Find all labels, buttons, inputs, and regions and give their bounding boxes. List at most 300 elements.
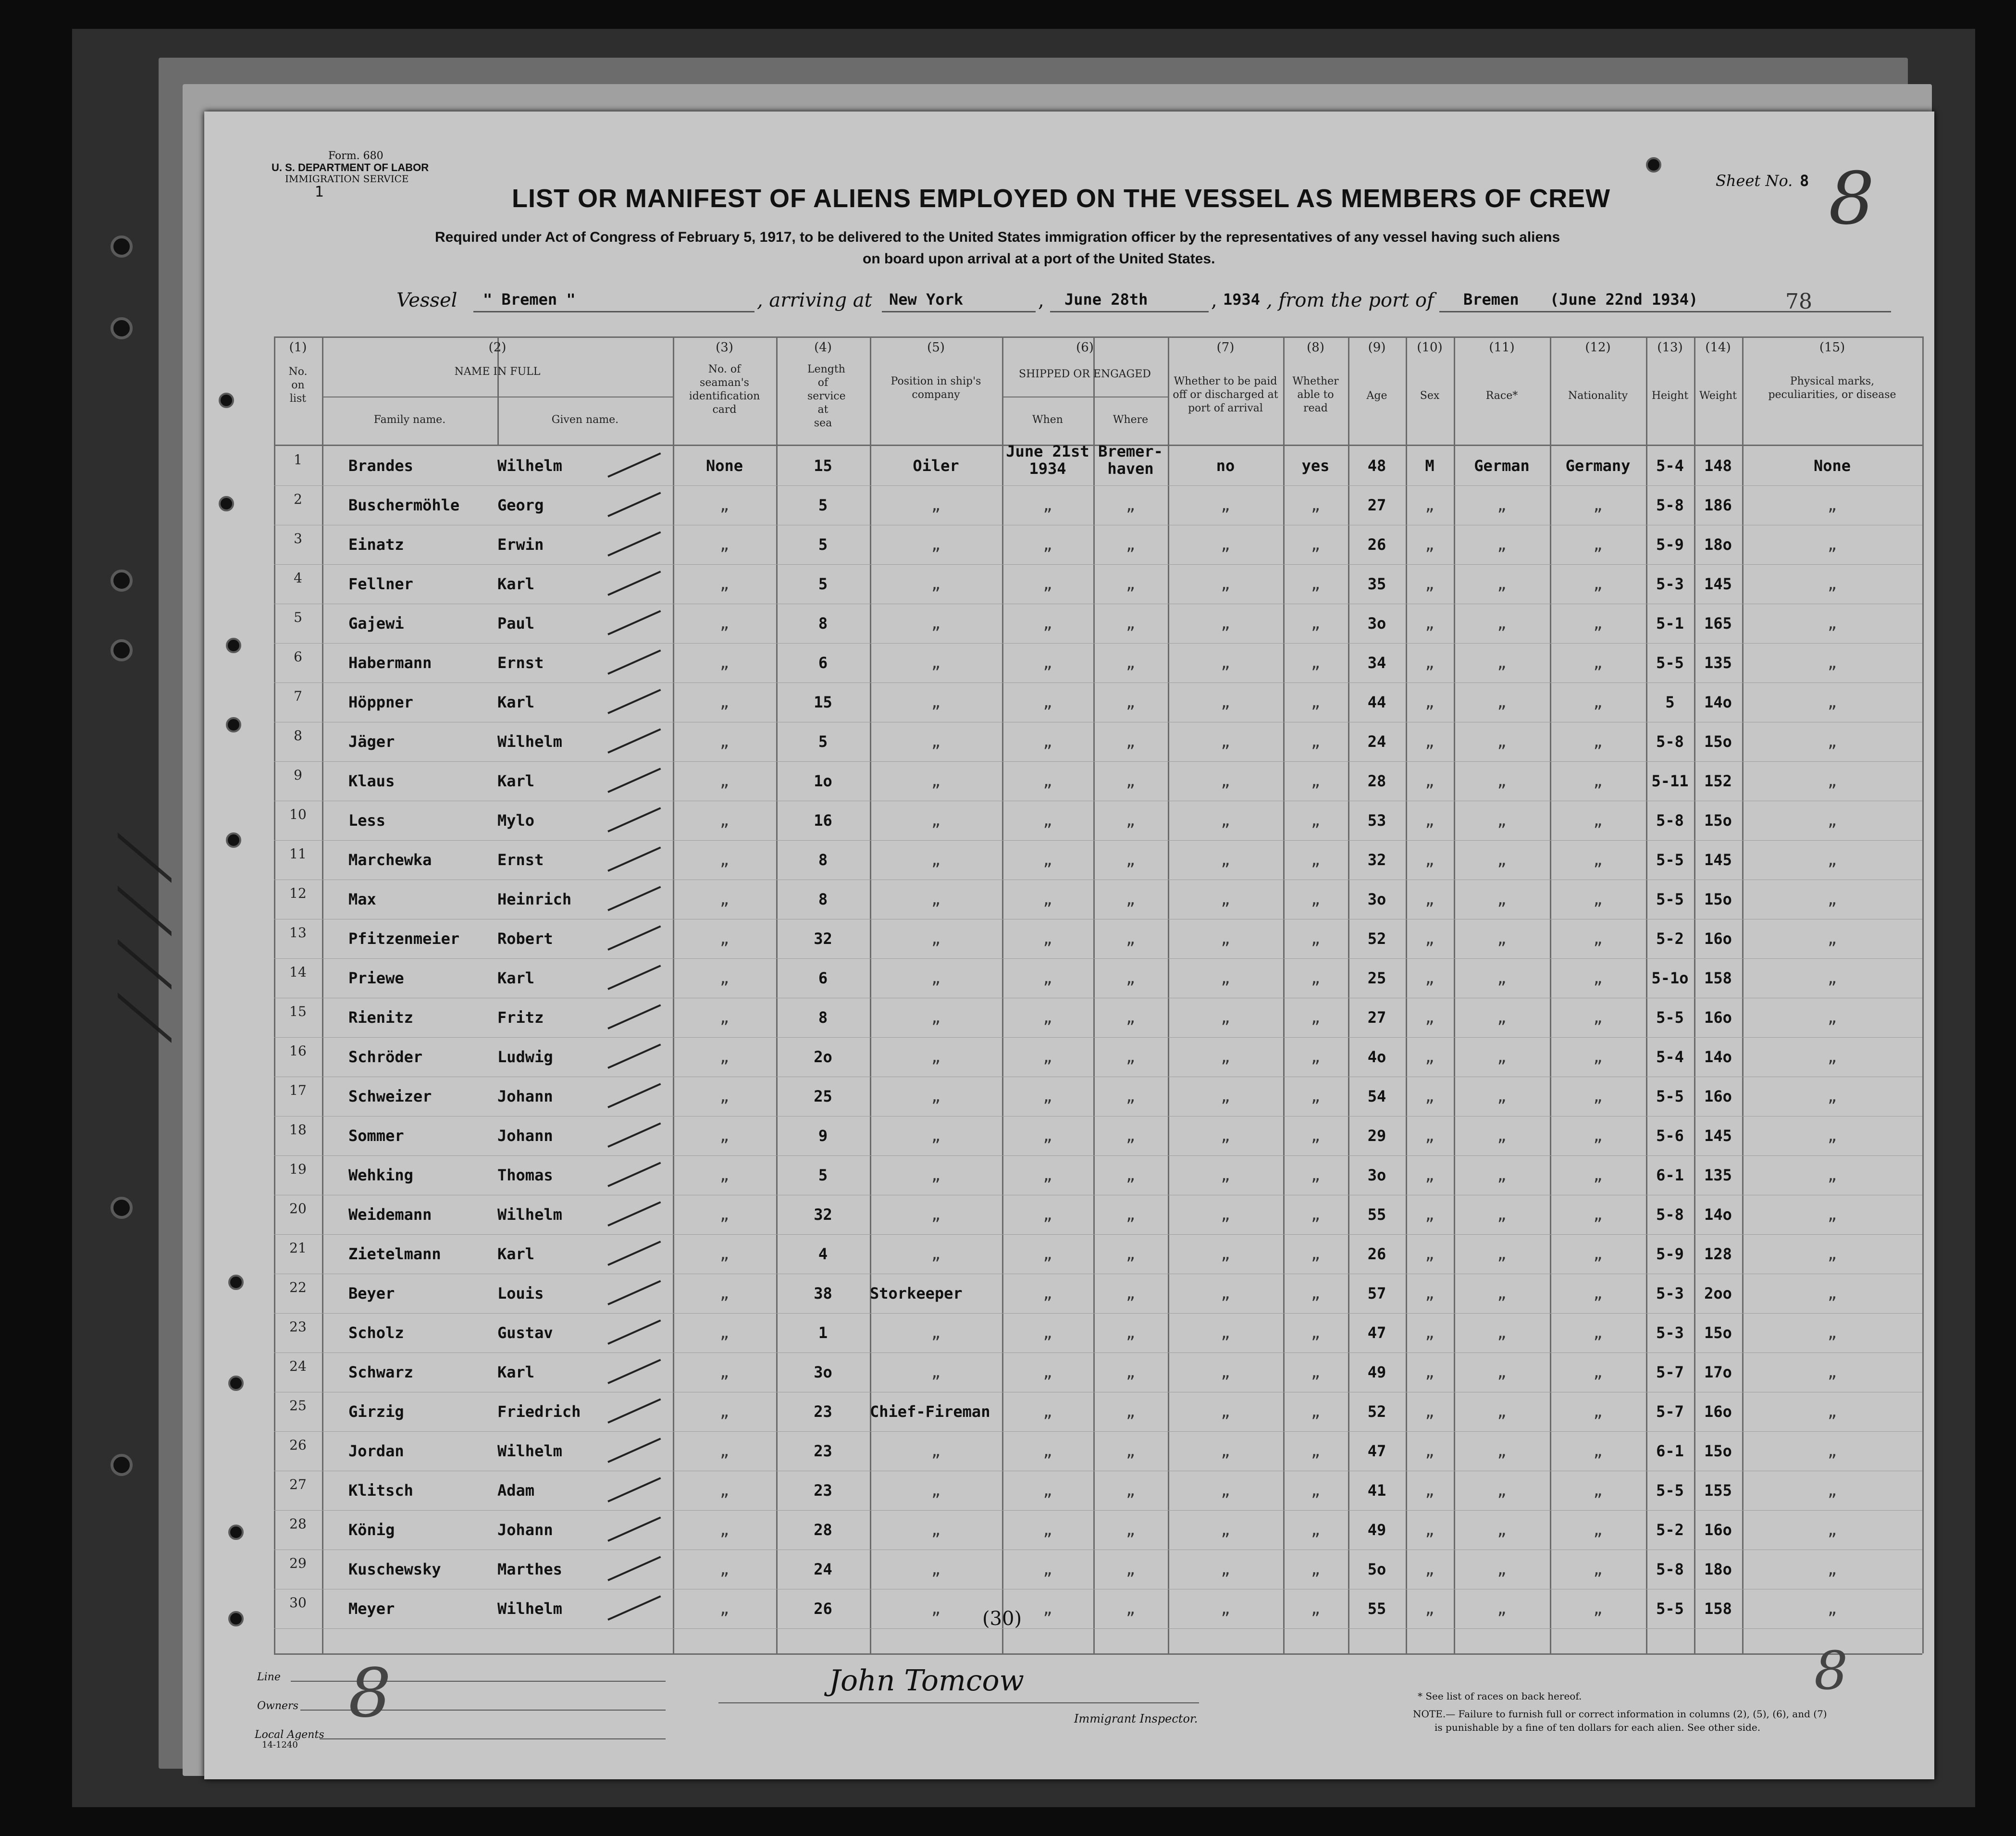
family-name: Schwarz <box>348 1363 413 1381</box>
age-value: 28 <box>1367 772 1386 790</box>
page-title: LIST OR MANIFEST OF ALIENS EMPLOYED ON THE VESSEL AS MEMBERS OF CREW <box>512 184 1611 213</box>
ditto-mark: „ <box>1827 1245 1837 1263</box>
race-footnote: * See list of races on back hereof. <box>1418 1690 1582 1702</box>
age-value: 48 <box>1367 457 1386 475</box>
service-length: 8 <box>818 1008 828 1027</box>
ditto-mark: „ <box>1497 1008 1507 1027</box>
age-value: 54 <box>1367 1087 1386 1105</box>
ditto-mark: „ <box>931 1048 941 1066</box>
handwritten-footer-mark: 8 <box>348 1654 392 1733</box>
given-name: Karl <box>497 1363 535 1381</box>
ditto-mark: „ <box>719 575 730 593</box>
ditto-mark: „ <box>1425 654 1435 672</box>
given-name: Johann <box>497 1087 553 1105</box>
ditto-mark: „ <box>1043 1205 1052 1224</box>
age-value: 34 <box>1367 654 1386 672</box>
ditto-mark: „ <box>931 890 941 908</box>
physical-marks-value: None <box>1813 457 1851 475</box>
vessel-label: Vessel <box>396 289 458 311</box>
age-value: 55 <box>1367 1600 1386 1618</box>
ditto-mark: „ <box>1043 732 1052 751</box>
row-number: 18 <box>289 1122 307 1138</box>
age-value: 47 <box>1367 1442 1386 1460</box>
subtitle-line-1: Required under Act of Congress of February 5, 1917, to be delivered to the United States immigration officer by the representatives of any vessel having such aliens <box>435 229 1560 245</box>
ditto-mark: „ <box>1593 851 1603 869</box>
ditto-mark: „ <box>1221 496 1230 514</box>
age-value: 52 <box>1367 930 1386 948</box>
ditto-mark: „ <box>1125 811 1136 830</box>
ditto-mark: „ <box>719 1048 730 1066</box>
ditto-mark: „ <box>1425 1560 1435 1578</box>
col-num-4: (4) <box>814 340 832 355</box>
height-value: 5-3 <box>1656 575 1684 593</box>
ditto-mark: „ <box>1043 1127 1052 1145</box>
family-name: Weidemann <box>348 1205 432 1224</box>
ditto-mark: „ <box>1497 575 1507 593</box>
punch-hole <box>228 1376 244 1391</box>
owners-label: Owners <box>257 1700 298 1712</box>
corner-handwritten-mark: 8 <box>1814 1640 1848 1701</box>
sheet-number: 8 <box>1800 172 1809 190</box>
ditto-mark: „ <box>1125 535 1136 554</box>
ditto-mark: „ <box>719 693 730 711</box>
weight-value: 18o <box>1704 535 1732 554</box>
col-head-position: Position in ship's company <box>891 375 981 401</box>
ditto-mark: „ <box>1827 654 1837 672</box>
given-name: Erwin <box>497 535 544 554</box>
ditto-mark: „ <box>1593 1560 1603 1578</box>
ditto-mark: „ <box>1827 1284 1837 1303</box>
ditto-mark: „ <box>1827 1600 1837 1618</box>
row-number: 9 <box>294 767 302 783</box>
family-name: Girzig <box>348 1402 404 1421</box>
ditto-mark: „ <box>1125 654 1136 672</box>
inspector-signature: John Tomcow <box>829 1664 1024 1698</box>
age-value: 55 <box>1367 1205 1386 1224</box>
given-name: Friedrich <box>497 1402 581 1421</box>
ditto-mark: „ <box>1593 1600 1603 1618</box>
ditto-mark: „ <box>1311 1284 1321 1303</box>
ditto-mark: „ <box>1221 1324 1230 1342</box>
binder-hole <box>111 236 133 258</box>
punch-hole <box>1646 157 1661 173</box>
family-name: Meyer <box>348 1600 395 1618</box>
able-read-value: yes <box>1301 457 1330 475</box>
ditto-mark: „ <box>1827 772 1837 790</box>
ditto-mark: „ <box>1125 772 1136 790</box>
weight-value: 15o <box>1704 890 1732 908</box>
given-name: Karl <box>497 693 535 711</box>
ditto-mark: „ <box>1311 1008 1321 1027</box>
manifest-sheet: ⟋⟋⟋⟋ Form. 680 U. S. DEPARTMENT OF LABOR IMMIGRATION SERVICE 1 LIST OR MANIFEST OF ALIENS EMPLOYED ON THE VESSEL AS MEMBERS OF CREW Required under Act of Congress of February 5, 1917, to be delivered to the United States immigration officer by the representatives of any vessel having such aliens on board upon arrival at a port of the United States. Sheet No. 8 8 Vessel " Bremen " , arriving at New York , June 28th , 1934 , from the port of Bremen (June 22nd 1934) 78 (1) (2) (3) (4) (5) (6) (7) (8) (9) (10) (11) (12) (13) (14) (15) No. on list NAME IN FULL Family name. Given name. No. of seaman's identification card Length of service at sea Position in ship's company SHIPPED OR ENGAGED When Where Whether to be paid off or discharged at port of arrival Whether able to read Age Sex Race* Nationality Height Weight Physical marks, peculiarities, or disease None Oiler June 21st 1934 Bremer- haven no yes M German Germany None (30) 1 Brandes Wilhelm 15 48 5-4 148 2 Buschermöhle Georg 5 27 5-8 186 „ „ „ „ „ „ „ „ „ „ 3 Einatz Erwin 5 26 5-9 18o „ „ „ „ „ „ „ „ „ „ 4 Fellner Karl 5 35 5-3 145 „ „ „ „ „ „ „ „ „ „ 5 Gajewi Paul 8 3o 5-1 165 „ „ „ „ „ „ „ „ „ „ 6 Habermann Ernst 6 34 5-5 135 „ „ „ „ „ „ „ „ „ „ 7 Höppner Karl 15 44 5 14o „ „ „ „ „ „ „ „ „ „ 8 Jäger Wilhelm 5 24 5-8 15o „ „ „ „ „ „ „ „ „ „ 9 Klaus Karl 1o 28 5-11 152 „ „ „ „ „ „ „ „ „ „ 10 Less Mylo 16 53 5-8 15o „ „ „ „ „ „ „ „ „ „ 11 Marchewka Ernst 8 32 5-5 145 „ „ „ „ „ „ „ „ „ „ 12 Max Heinrich 8 3o 5-5 15o „ „ „ „ „ „ „ „ „ „ 13 Pfitzenmeier Robert 32 52 5-2 16o „ „ „ „ „ „ „ „ „ „ 14 Priewe Karl 6 25 5-1o 158 „ „ „ „ „ „ „ „ „ „ 15 Rienitz Fritz 8 27 5-5 16o „ „ „ „ „ „ „ „ „ „ 16 Schröder Ludwig 2o 4o 5-4 14o „ „ „ „ „ „ „ „ „ „ 17 Schweizer Johann 25 54 5-5 16o „ „ „ „ „ „ „ „ „ „ 18 Sommer Johann 9 29 5-6 145 „ „ „ „ „ „ „ „ „ „ 19 Wehking Thomas 5 3o 6-1 135 „ „ „ „ „ „ „ „ „ „ 20 Weidemann Wilhelm 32 55 5-8 14o „ „ „ „ „ „ „ „ „ „ 21 Zietelmann Karl 4 26 5-9 128 „ „ „ „ „ „ „ „ „ „ 22 Beyer Louis 38 57 5-3 2oo Storkeeper „ „ „ „ „ „ „ „ „ 23 Scholz Gustav 1 47 5-3 15o „ „ „ „ „ „ „ „ „ „ 24 Schwarz Karl 3o 49 5-7 17o „ „ „ „ „ „ „ „ „ „ 25 Girzig Friedrich 23 52 5-7 16o Chief-Fireman „ „ „ „ „ „ „ „ „ 26 Jordan Wilhelm 23 47 6-1 15o „ „ „ „ „ „ „ „ „ „ 27 Klitsch Adam 23 41 5-5 155 „ „ „ „ „ „ „ „ „ „ 28 König Johann 28 49 5-2 16o „ „ „ „ „ „ „ „ „ „ 29 Kuschewsky Marthes 24 5o 5-8 18o „ „ „ „ „ „ „ „ „ „ 30 Meyer Wilhelm 26 55 5-5 158 „ „ „ „ „ „ „ „ „ „ Line Owners Local Agents 14-1240 8 John Tomcow Immigrant Inspector. * See list of races on back hereof. NOTE.— Failure to furnish full or correct information in columns (2), (5), (6), and (7) is punishable by a fine of ten dollars for each alien. See other side. 8 <box>204 112 1934 1779</box>
ditto-mark: „ <box>1593 1481 1603 1500</box>
age-value: 41 <box>1367 1481 1386 1500</box>
ditto-mark: „ <box>1497 1560 1507 1578</box>
row-number: 10 <box>289 806 307 822</box>
ditto-mark: „ <box>931 575 941 593</box>
departure-port: Bremen <box>1463 290 1519 309</box>
ditto-mark: „ <box>719 772 730 790</box>
shipped-when-line2: 1934 <box>1029 459 1066 478</box>
service-length: 38 <box>814 1284 832 1303</box>
weight-value: 145 <box>1704 1127 1732 1145</box>
row-number: 19 <box>289 1161 307 1177</box>
ditto-mark: „ <box>1125 693 1136 711</box>
shipped-when-line1: June 21st <box>1006 442 1089 460</box>
given-name: Johann <box>497 1127 553 1145</box>
row-number: 7 <box>294 688 302 704</box>
ditto-mark: „ <box>1043 1245 1052 1263</box>
family-name: Schröder <box>348 1048 423 1066</box>
form-tick: 1 <box>315 184 324 200</box>
ditto-mark: „ <box>931 851 941 869</box>
ditto-mark: „ <box>1311 1600 1321 1618</box>
ditto-mark: „ <box>1497 614 1507 633</box>
ditto-mark: „ <box>719 1560 730 1578</box>
arrival-year: 1934 <box>1223 290 1261 309</box>
row-number: 28 <box>289 1516 307 1532</box>
ditto-mark: „ <box>1221 1560 1230 1578</box>
ditto-mark: „ <box>1221 654 1230 672</box>
col-num-2: (2) <box>488 340 507 355</box>
ditto-mark: „ <box>1311 535 1321 554</box>
height-value: 5 <box>1665 693 1675 711</box>
handwritten-reference: 78 <box>1785 289 1812 314</box>
age-value: 27 <box>1367 496 1386 514</box>
col-num-7: (7) <box>1216 340 1235 355</box>
binder-hole <box>111 570 133 592</box>
col-num-1: (1) <box>289 340 307 355</box>
ditto-mark: „ <box>719 930 730 948</box>
ditto-mark: „ <box>719 1245 730 1263</box>
ditto-mark: „ <box>1425 1127 1435 1145</box>
ditto-mark: „ <box>1497 1521 1507 1539</box>
height-value: 5-5 <box>1656 654 1684 672</box>
ditto-mark: „ <box>931 614 941 633</box>
row-number: 6 <box>294 649 302 665</box>
ditto-mark: „ <box>1497 1245 1507 1263</box>
family-name: Brandes <box>348 457 413 475</box>
ditto-mark: „ <box>1827 969 1837 987</box>
col-num-13: (13) <box>1657 340 1683 355</box>
binder-hole <box>111 317 133 339</box>
punch-hole <box>219 496 234 511</box>
ditto-mark: „ <box>1043 1087 1052 1105</box>
row-number: 12 <box>289 885 307 901</box>
ditto-mark: „ <box>1125 1600 1136 1618</box>
given-name: Mylo <box>497 811 535 830</box>
position-value: Chief-Fireman <box>870 1402 990 1421</box>
col-head-height: Height <box>1651 390 1689 402</box>
ditto-mark: „ <box>1221 693 1230 711</box>
given-name: Ernst <box>497 654 544 672</box>
row-number: 13 <box>289 925 307 941</box>
service-length: 28 <box>814 1521 832 1539</box>
height-value: 5-5 <box>1656 1008 1684 1027</box>
ditto-mark: „ <box>1497 1442 1507 1460</box>
service-length: 2o <box>814 1048 832 1066</box>
vessel-name: " Bremen " <box>483 290 576 309</box>
age-value: 27 <box>1367 1008 1386 1027</box>
ditto-mark: „ <box>1043 1560 1052 1578</box>
ditto-mark: „ <box>1425 1048 1435 1066</box>
weight-value: 15o <box>1704 732 1732 751</box>
col-head-id-card: No. of seaman's identification card <box>689 363 760 416</box>
ditto-mark: „ <box>1221 1048 1230 1066</box>
row-number: 27 <box>289 1476 307 1492</box>
ditto-mark: „ <box>1311 1481 1321 1500</box>
given-name: Heinrich <box>497 890 572 908</box>
ditto-mark: „ <box>1311 1363 1321 1381</box>
ditto-mark: „ <box>1425 1284 1435 1303</box>
given-name: Ludwig <box>497 1048 553 1066</box>
ditto-mark: „ <box>931 772 941 790</box>
paid-off-value: no <box>1216 457 1235 475</box>
ditto-mark: „ <box>1221 1442 1230 1460</box>
ditto-mark: „ <box>1425 1166 1435 1184</box>
col-head-able-read: Whether able to read <box>1292 375 1339 414</box>
family-name: König <box>348 1521 395 1539</box>
service-length: 32 <box>814 1205 832 1224</box>
height-value: 5-1o <box>1651 969 1689 987</box>
ditto-mark: „ <box>1425 1324 1435 1342</box>
ditto-mark: „ <box>931 1481 941 1500</box>
given-name: Wilhelm <box>497 1442 562 1460</box>
family-name: Kuschewsky <box>348 1560 441 1578</box>
col-head-physical-marks: Physical marks, peculiarities, or disease <box>1768 375 1896 401</box>
ditto-mark: „ <box>1593 1087 1603 1105</box>
ditto-mark: „ <box>1497 654 1507 672</box>
ditto-mark: „ <box>1311 1205 1321 1224</box>
given-name: Adam <box>497 1481 535 1500</box>
family-name: Klitsch <box>348 1481 413 1500</box>
given-name: Robert <box>497 930 553 948</box>
col-num-11: (11) <box>1489 340 1515 355</box>
height-value: 6-1 <box>1656 1442 1684 1460</box>
family-name: Jordan <box>348 1442 404 1460</box>
age-value: 49 <box>1367 1521 1386 1539</box>
ditto-mark: „ <box>1311 930 1321 948</box>
ditto-mark: „ <box>1827 1324 1837 1342</box>
family-name: Max <box>348 890 376 908</box>
height-value: 5-5 <box>1656 1087 1684 1105</box>
ditto-mark: „ <box>931 1324 941 1342</box>
ditto-mark: „ <box>719 1008 730 1027</box>
family-name: Wehking <box>348 1166 413 1184</box>
service-length: 6 <box>818 654 828 672</box>
ditto-mark: „ <box>1593 1127 1603 1145</box>
ditto-mark: „ <box>1593 732 1603 751</box>
ditto-mark: „ <box>931 1363 941 1381</box>
ditto-mark: „ <box>1221 1363 1230 1381</box>
age-value: 32 <box>1367 851 1386 869</box>
col-num-6: (6) <box>1076 340 1094 355</box>
ditto-mark: „ <box>1043 575 1052 593</box>
ditto-mark: „ <box>931 1127 941 1145</box>
row-number: 2 <box>294 491 302 507</box>
ditto-mark: „ <box>1221 1402 1230 1421</box>
weight-value: 14o <box>1704 1048 1732 1066</box>
height-value: 5-5 <box>1656 1481 1684 1500</box>
department-name: U. S. DEPARTMENT OF LABOR <box>272 161 429 174</box>
ditto-mark: „ <box>1221 1127 1230 1145</box>
ditto-mark: „ <box>1221 811 1230 830</box>
given-name: Karl <box>497 772 535 790</box>
age-value: 49 <box>1367 1363 1386 1381</box>
position-value: Storkeeper <box>870 1284 963 1303</box>
ditto-mark: „ <box>1425 1205 1435 1224</box>
given-name: Thomas <box>497 1166 553 1184</box>
ditto-mark: „ <box>1827 614 1837 633</box>
ditto-mark: „ <box>719 1324 730 1342</box>
ditto-mark: „ <box>1827 693 1837 711</box>
ditto-mark: „ <box>1497 693 1507 711</box>
ditto-mark: „ <box>719 614 730 633</box>
ditto-mark: „ <box>1497 1205 1507 1224</box>
ditto-mark: „ <box>1311 614 1321 633</box>
row-number: 3 <box>294 531 302 546</box>
ditto-mark: „ <box>1497 1324 1507 1342</box>
ditto-mark: „ <box>1425 772 1435 790</box>
sheet-number-label: Sheet No. <box>1716 172 1793 190</box>
weight-value: 16o <box>1704 930 1732 948</box>
ditto-mark: „ <box>1497 890 1507 908</box>
ditto-mark: „ <box>719 1363 730 1381</box>
weight-value: 14o <box>1704 693 1732 711</box>
row-number: 1 <box>294 452 302 468</box>
ditto-mark: „ <box>1593 811 1603 830</box>
sheet-number-handwritten: 8 <box>1829 157 1875 241</box>
height-value: 5-8 <box>1656 1205 1684 1224</box>
col-head-name-in-full: NAME IN FULL <box>454 366 541 378</box>
ditto-mark: „ <box>1425 930 1435 948</box>
col-num-3: (3) <box>716 340 733 355</box>
age-value: 53 <box>1367 811 1386 830</box>
col-num-14: (14) <box>1705 340 1731 355</box>
ditto-mark: „ <box>1827 1008 1837 1027</box>
service-length: 5 <box>818 535 828 554</box>
col-head-age: Age <box>1366 390 1387 402</box>
ditto-mark: „ <box>719 732 730 751</box>
ditto-mark: „ <box>1593 1363 1603 1381</box>
row-number: 29 <box>289 1555 307 1571</box>
col-num-10: (10) <box>1417 340 1443 355</box>
ditto-mark: „ <box>1827 1481 1837 1500</box>
given-name: Karl <box>497 969 535 987</box>
weight-value: 158 <box>1704 1600 1732 1618</box>
family-name: Less <box>348 811 386 830</box>
ditto-mark: „ <box>1425 614 1435 633</box>
penalty-note-2: is punishable by a fine of ten dollars for each alien. See other side. <box>1435 1722 1761 1733</box>
ditto-mark: „ <box>1827 1205 1837 1224</box>
ditto-mark: „ <box>1425 693 1435 711</box>
ditto-mark: „ <box>1827 1560 1837 1578</box>
col-head-no-on-list: No. on list <box>288 366 308 405</box>
height-value: 5-9 <box>1656 1245 1684 1263</box>
ditto-mark: „ <box>1311 732 1321 751</box>
ditto-mark: „ <box>1043 535 1052 554</box>
punch-hole <box>228 1275 244 1290</box>
ditto-mark: „ <box>1125 1245 1136 1263</box>
ditto-mark: „ <box>719 1127 730 1145</box>
ditto-mark: „ <box>931 1166 941 1184</box>
ditto-mark: „ <box>1497 1600 1507 1618</box>
age-value: 4o <box>1367 1048 1386 1066</box>
ditto-mark: „ <box>1593 890 1603 908</box>
weight-value: 186 <box>1704 496 1732 514</box>
ditto-mark: „ <box>719 1166 730 1184</box>
ditto-mark: „ <box>1827 930 1837 948</box>
ditto-mark: „ <box>1043 654 1052 672</box>
ditto-mark: „ <box>1425 969 1435 987</box>
col-num-8: (8) <box>1307 340 1324 355</box>
ditto-mark: „ <box>1043 811 1052 830</box>
ditto-mark: „ <box>719 496 730 514</box>
weight-value: 128 <box>1704 1245 1732 1263</box>
ditto-mark: „ <box>1497 732 1507 751</box>
ditto-mark: „ <box>1425 732 1435 751</box>
ditto-mark: „ <box>1221 930 1230 948</box>
service-length: 32 <box>814 930 832 948</box>
ditto-mark: „ <box>1221 1087 1230 1105</box>
age-value: 29 <box>1367 1127 1386 1145</box>
ditto-mark: „ <box>1043 1008 1052 1027</box>
ditto-mark: „ <box>719 1284 730 1303</box>
ditto-mark: „ <box>1425 1481 1435 1500</box>
ditto-mark: „ <box>931 1205 941 1224</box>
ditto-mark: „ <box>1043 693 1052 711</box>
nationality-value: Germany <box>1565 457 1631 475</box>
ditto-mark: „ <box>1043 890 1052 908</box>
ditto-mark: „ <box>1221 1521 1230 1539</box>
family-name: Buschermöhle <box>348 496 460 514</box>
ditto-mark: „ <box>1425 1087 1435 1105</box>
ditto-mark: „ <box>719 1442 730 1460</box>
ditto-mark: „ <box>1827 575 1837 593</box>
given-name: Louis <box>497 1284 544 1303</box>
height-value: 5-3 <box>1656 1284 1684 1303</box>
ditto-mark: „ <box>1311 1324 1321 1342</box>
ditto-mark: „ <box>1425 535 1435 554</box>
ditto-mark: „ <box>931 1087 941 1105</box>
col-num-12: (12) <box>1585 340 1611 355</box>
ditto-mark: „ <box>1593 614 1603 633</box>
col-head-where: Where <box>1113 414 1149 426</box>
ditto-mark: „ <box>1827 732 1837 751</box>
ditto-mark: „ <box>1827 1166 1837 1184</box>
penalty-note-1: NOTE.— Failure to furnish full or correct information in columns (2), (5), (6), and (7) <box>1413 1708 1827 1720</box>
row-number: 17 <box>289 1082 307 1098</box>
age-value: 57 <box>1367 1284 1386 1303</box>
ditto-mark: „ <box>1125 1008 1136 1027</box>
weight-value: 135 <box>1704 654 1732 672</box>
departure-date: (June 22nd 1934) <box>1550 290 1698 309</box>
ditto-mark: „ <box>1311 1245 1321 1263</box>
form-code: 14-1240 <box>262 1740 298 1750</box>
punch-hole <box>228 1611 244 1626</box>
crew-manifest-table <box>274 336 1922 1653</box>
given-name: Georg <box>497 496 544 514</box>
race-value: German <box>1474 457 1530 475</box>
ditto-mark: „ <box>1125 1284 1136 1303</box>
ditto-mark: „ <box>1043 1324 1052 1342</box>
ditto-mark: „ <box>1497 1402 1507 1421</box>
ditto-mark: „ <box>1497 851 1507 869</box>
service-length: 8 <box>818 614 828 633</box>
ditto-mark: „ <box>1125 1127 1136 1145</box>
ditto-mark: „ <box>1497 1048 1507 1066</box>
ditto-mark: „ <box>1221 890 1230 908</box>
